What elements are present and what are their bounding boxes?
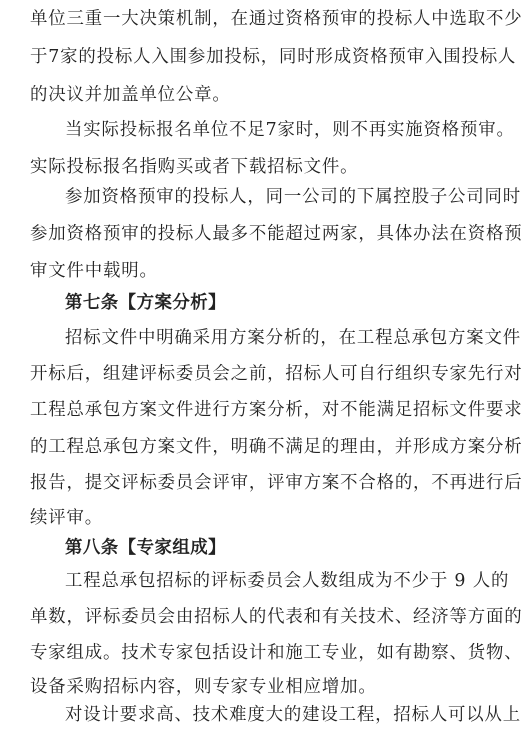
- text-line: 的决议并加盖单位公章。: [30, 85, 231, 105]
- article-heading: 第八条【专家组成】: [65, 538, 227, 558]
- text-line: 参加资格预审的投标人，同一公司的下属控股子公司同时: [65, 187, 522, 207]
- text-line: 开标后，组建评标委员会之前，招标人可自行组织专家先行对: [30, 364, 523, 384]
- text-line: 工程总承包方案文件进行方案分析，对不能满足招标文件要求: [30, 400, 523, 420]
- text-line: 单位三重一大决策机制，在通过资格预审的投标人中选取不少: [30, 9, 523, 29]
- text-line: 招标文件中明确采用方案分析的，在工程总承包方案文件: [65, 328, 522, 348]
- text-line: 审文件中载明。: [30, 261, 158, 281]
- text-line: 当实际投标报名单位不足7家时，则不再实施资格预审。: [65, 120, 515, 140]
- text-line: 报告，提交评标委员会评审，评审方案不合格的，不再进行后: [30, 473, 523, 493]
- text-line: 专家组成。技术专家包括设计和施工专业，如有勘察、货物、: [30, 643, 523, 663]
- text-line: 于7家的投标人入围参加投标，同时形成资格预审入围投标人: [30, 47, 517, 67]
- text-line: 实际投标报名指购买或者下载招标文件。: [30, 157, 359, 177]
- text-line: 设备采购招标内容，则专家专业相应增加。: [30, 677, 377, 697]
- text-line: 的工程总承包方案文件，明确不满足的理由，并形成方案分析: [30, 437, 523, 457]
- text-line: 单数，评标委员会由招标人的代表和有关技术、经济等方面的: [30, 607, 523, 627]
- text-line: 对设计要求高、技术难度大的建设工程，招标人可以从上: [65, 705, 522, 725]
- text-line: 续评审。: [30, 508, 103, 528]
- text-line: 工程总承包招标的评标委员会人数组成为不少于 9 人的: [65, 571, 510, 591]
- article-heading: 第七条【方案分析】: [65, 293, 227, 313]
- text-line: 参加资格预审的投标人最多不能超过两家，具体办法在资格预: [30, 224, 523, 244]
